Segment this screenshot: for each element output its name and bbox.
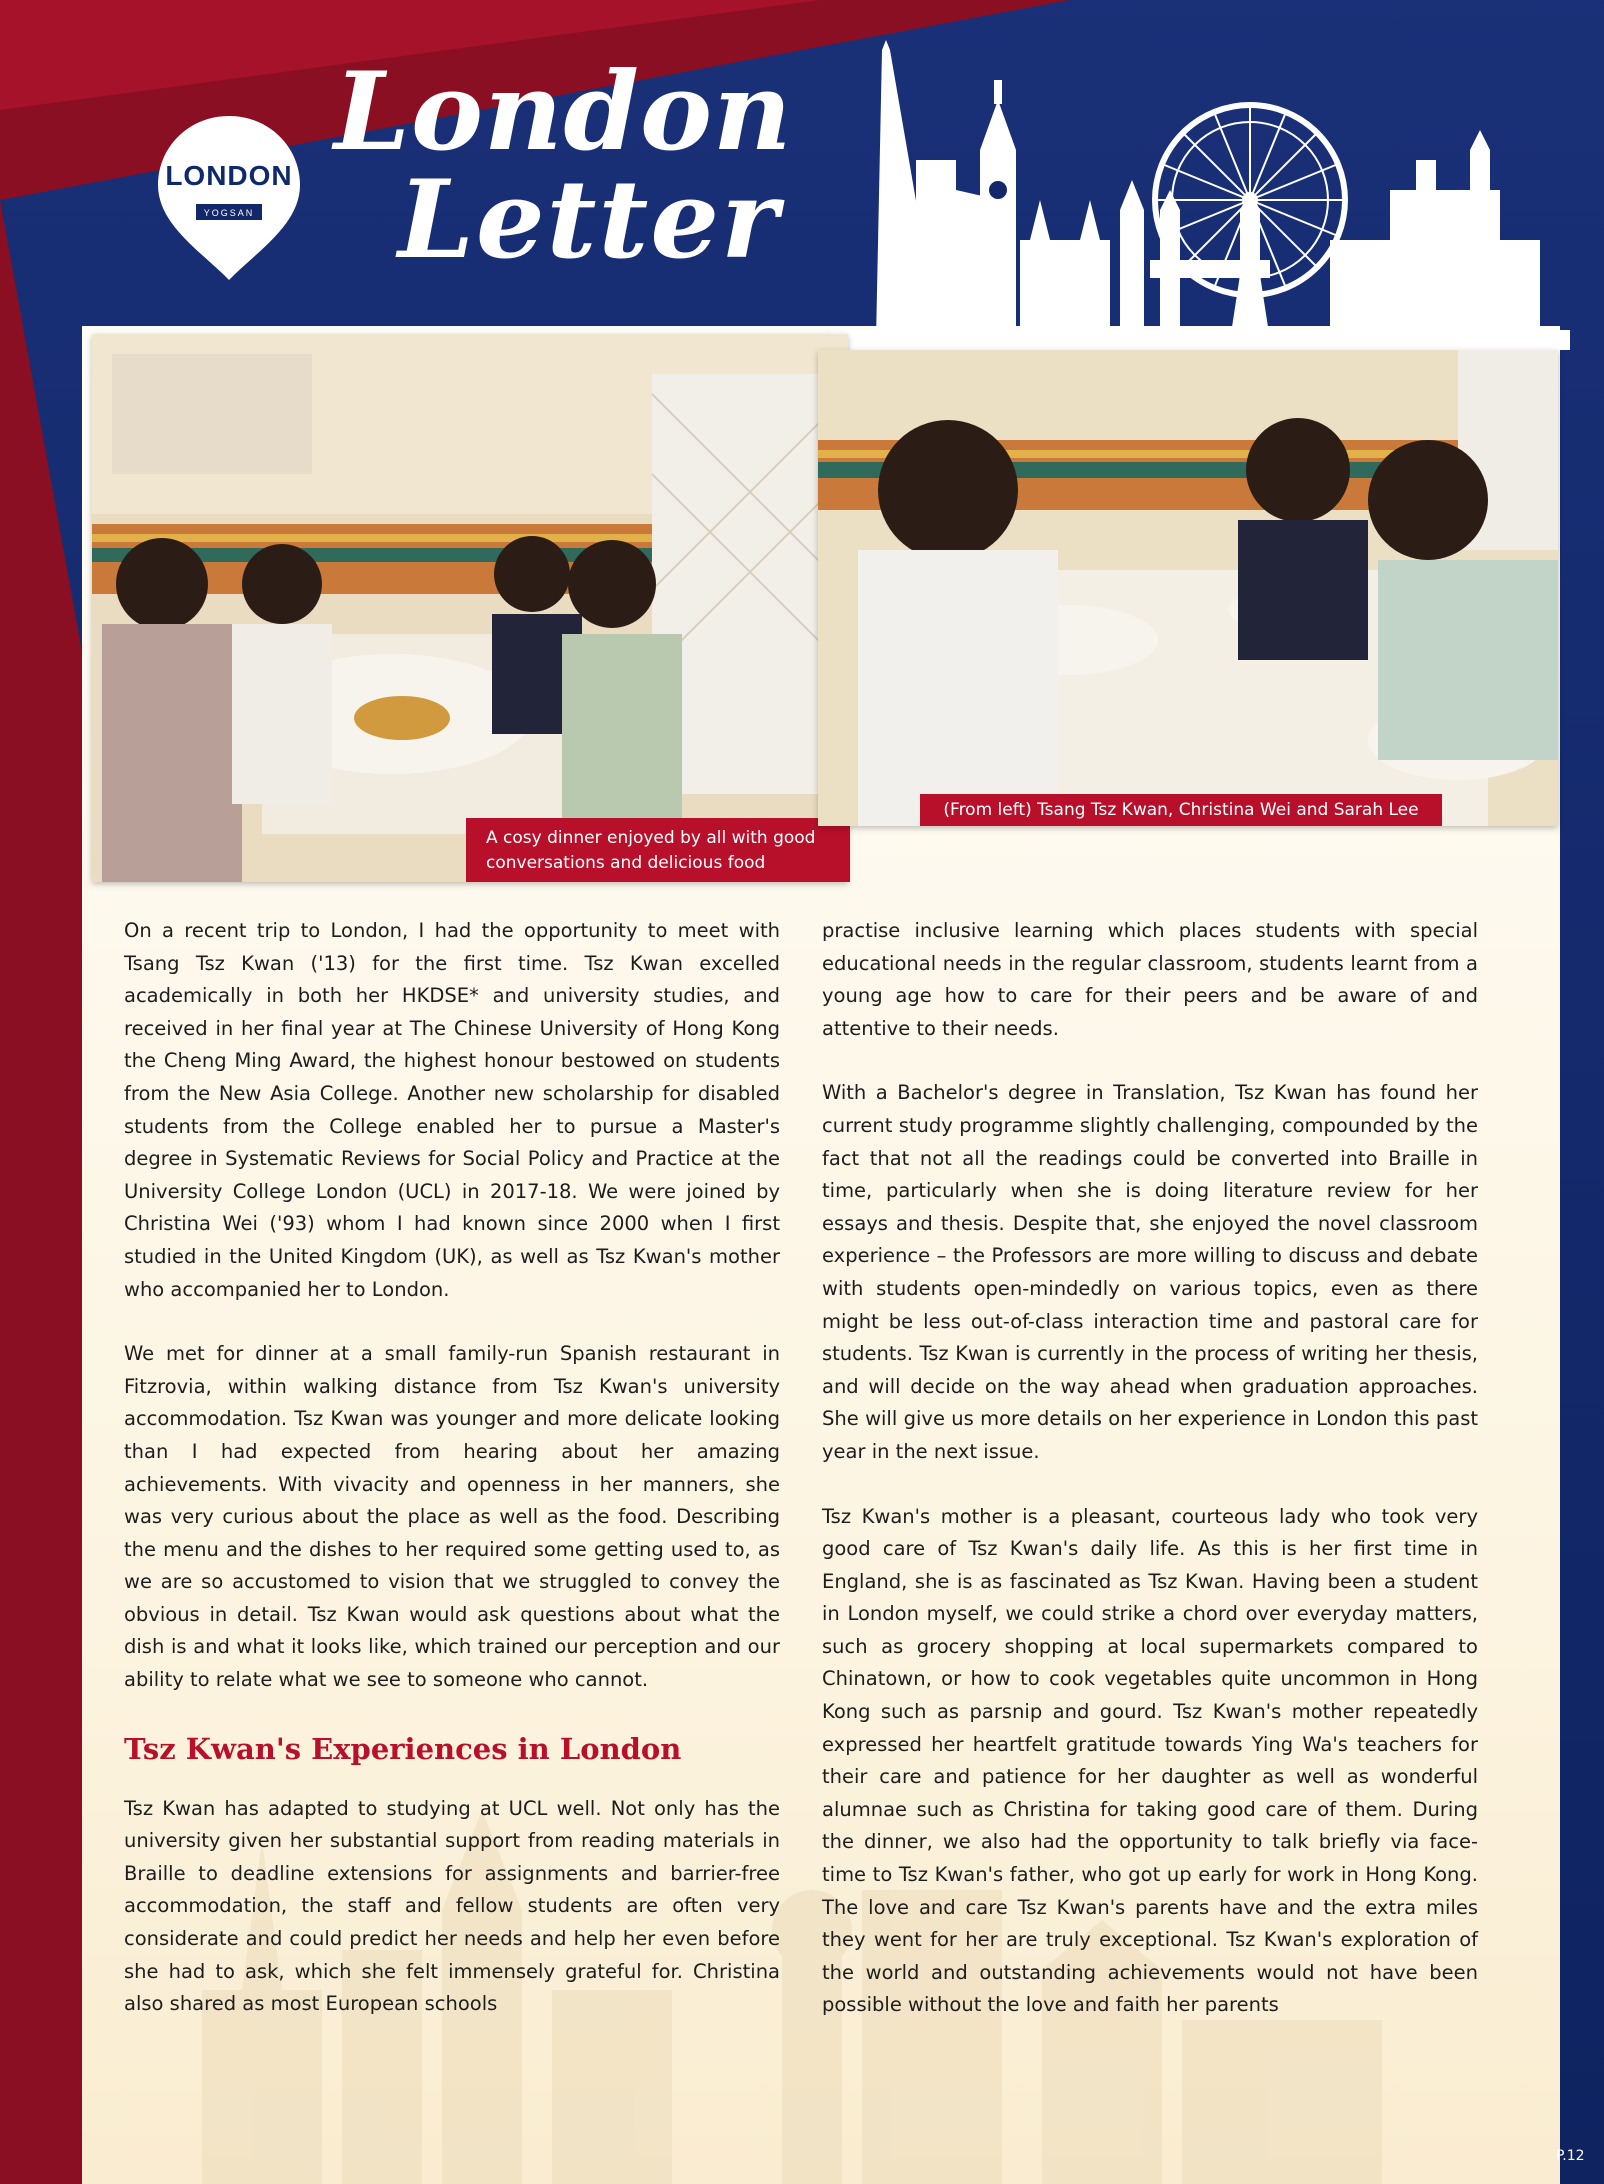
badge-banner: YOGSAN <box>203 208 255 218</box>
dinner-photo-right-image <box>818 350 1558 826</box>
article-column-right <box>822 915 1478 2054</box>
page-number: P.12 <box>1556 2148 1585 2164</box>
article-paragraph: We met for dinner at a small family-run Spanish restaurant in Fitzrovia, within walking distance from Tsz Kwan's university accommodation. Tsz Kwan was younger and more delicate looking than I had expected from hearing about her amazing achievements. With vivacity and openness in her manners, she was very curious about the place as well as the food. Describing the menu and the dishes to her required some getting used to, as we are so accustomed to vision that we struggled to convey the obvious in detail. Tsz Kwan would ask questions about what the dish is and what it looks like, which trained our perception and our ability to relate what we see to someone who cannot. <box>124 1342 780 1692</box>
page-title-line-1: London <box>334 49 793 175</box>
badge-text: LONDON <box>165 160 293 191</box>
article-paragraph: Tsz Kwan has adapted to studying at UCL well. Not only has the university given her substantial support from reading materials in Braille to deadline extensions for assignments and barrier-free accommodation, the staff and fellow students are often very considerate and could predict her needs and help her even before she had to ask, which she felt immensely grateful for. Christina also shared as most European schools <box>124 1796 780 2016</box>
dinner-photo-right <box>818 350 1558 826</box>
london-skyline-icon <box>830 40 1570 350</box>
left-photo-caption: A cosy dinner enjoyed by all with good conversations and delicious food <box>466 818 850 882</box>
article-paragraph: Tsz Kwan's mother is a pleasant, courteous lady who took very good care of Tsz Kwan's daily life. As this is her first time in England, she is as fascinated as Tsz Kwan. Having been a student in London myself, we could strike a chord over everyday matters, such as grocery shopping at local supermarkets compared to Chinatown, or how to cook vegetables quite uncommon in Hong Kong such as parsnip and gourd. Tsz Kwan's mother repeatedly expressed her heartfelt gratitude towards Ying Wa's teachers for their care and patience for her daughter as well as wonderful alumnae such as Christina for taking good care of them. During the dinner, we also had the opportunity to talk briefly via face-time to Tsz Kwan's father, who got up early for work in Hong Kong. The love and care Tsz Kwan's parents have and the extra miles they went for her are truly exceptional. Tsz Kwan's exploration of the world and outstanding achievements would not have been possible without the love and faith her parents <box>822 1504 1478 2017</box>
london-pin-icon <box>152 112 306 282</box>
article-paragraph: practise inclusive learning which places students with special educational needs in the regular classroom, students learnt from a young age how to care for their peers and be aware of and attentive to their needs. <box>822 919 1478 1040</box>
dinner-photo-left-image <box>92 334 848 882</box>
dinner-photo-left <box>92 334 848 882</box>
section-heading: Tsz Kwan's Experiences in London <box>124 1731 682 1766</box>
page-title-line-2: Letter <box>398 157 781 283</box>
article-paragraph: On a recent trip to London, I had the opportunity to meet with Tsang Tsz Kwan ('13) for the first time. Tsz Kwan excelled academically in both her HKDSE* and university studies, and received in her final year at The Chinese University of Hong Kong the Cheng Ming Award, the highest honour bestowed on students from the New Asia College. Another new scholarship for disabled students from the College enabled her to pursue a Master's degree in Systematic Reviews for Social Policy and Practice at the University College London (UCL) in 2017-18. We were joined by Christina Wei ('93) whom I had known since 2000 when I first studied in the United Kingdom (UK), as well as Tsz Kwan's mother who accompanied her to London. <box>124 919 780 1301</box>
article-column-left <box>124 915 780 2053</box>
right-photo-caption: (From left) Tsang Tsz Kwan, Christina Wei and Sarah Lee <box>920 794 1442 826</box>
article-paragraph: With a Bachelor's degree in Translation, Tsz Kwan has found her current study programme slightly challenging, compounded by the fact that not all the readings could be converted into Braille in time, particularly when she is doing literature review for her essays and thesis. Despite that, she enjoyed the novel classroom experience – the Professors are more willing to discuss and debate with students open-mindedly on various topics, even as there might be less out-of-class interaction time and pastoral care for students. Tsz Kwan is currently in the process of writing her thesis, and will decide on the way ahead when graduation approaches. She will give us more details on her experience in London this past year in the next issue. <box>822 1081 1478 1463</box>
